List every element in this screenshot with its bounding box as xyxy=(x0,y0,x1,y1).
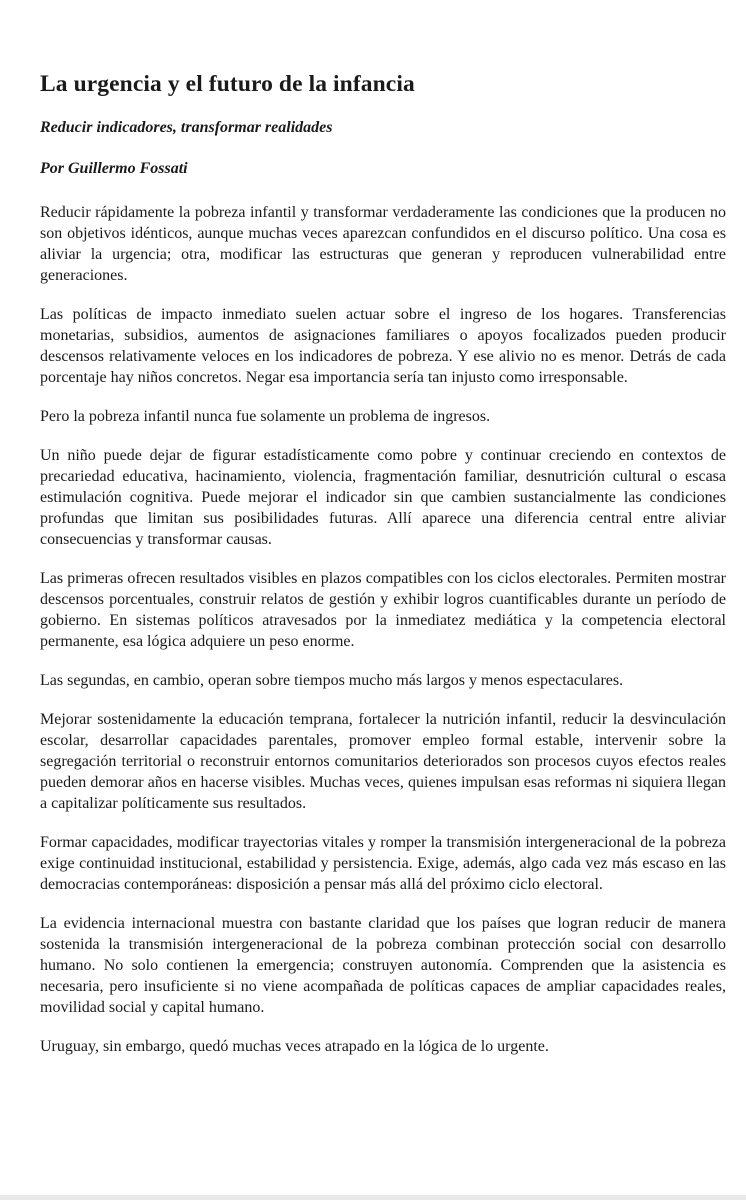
article-byline: Por Guillermo Fossati xyxy=(40,160,188,178)
paragraph-3: Pero la pobreza infantil nunca fue solamente un problema de ingresos. xyxy=(40,407,491,425)
paragraph-8: Formar capacidades, modificar trayectorias vitales y romper la transmisión intergeneracional de la pobreza exige continuidad institucional, estabilidad y persistencia. Exige, además, algo cada vez más escaso en las democracias contemporáneas: disposición a pensar más allá del próximo ciclo electoral. xyxy=(40,833,726,893)
article xyxy=(40,70,726,1075)
paragraph-6: Las segundas, en cambio, operan sobre tiempos mucho más largos y menos espectaculares. xyxy=(40,671,624,689)
paragraph-5: Las primeras ofrecen resultados visibles en plazos compatibles con los ciclos electorales. Permiten mostrar descensos porcentuales, construir relatos de gestión y exhibir logros cuantificables durante un período de gobierno. En sistemas políticos atravesados por la inmediatez mediática y la competencia electoral permanente, esa lógica adquiere un peso enorme. xyxy=(40,569,726,650)
paragraph-2: Las políticas de impacto inmediato suelen actuar sobre el ingreso de los hogares. Transferencias monetarias, subsidios, aumentos de asignaciones familiares o apoyos focalizados pueden producir descensos relativamente veloces en los indicadores de pobreza. Y ese alivio no es menor. Detrás de cada porcentaje hay niños concretos. Negar esa importancia sería tan injusto como irresponsable. xyxy=(40,305,726,386)
paragraph-4: Un niño puede dejar de figurar estadísticamente como pobre y continuar creciendo en contextos de precariedad educativa, hacinamiento, violencia, fragmentación familiar, desnutrición cultural o escasa estimulación cognitiva. Puede mejorar el indicador sin que cambien sustancialmente las condiciones profundas que limitan sus posibilidades futuras. Allí aparece una diferencia central entre aliviar consecuencias y transformar causas. xyxy=(40,446,726,548)
article-title: La urgencia y el futuro de la infancia xyxy=(40,71,415,97)
page-bottom-edge xyxy=(0,1195,746,1200)
article-body xyxy=(40,202,726,1057)
paragraph-9: La evidencia internacional muestra con bastante claridad que los países que logran reducir de manera sostenida la transmisión intergeneracional de la pobreza combinan protección social con desarrollo humano. No solo contienen la emergencia; construyen autonomía. Comprenden que la asistencia es necesaria, pero insuficiente si no viene acompañada de políticas capaces de ampliar capacidades reales, movilidad social y capital humano. xyxy=(40,914,726,1016)
paragraph-7: Mejorar sostenidamente la educación temprana, fortalecer la nutrición infantil, reducir la desvinculación escolar, desarrollar capacidades parentales, promover empleo formal estable, intervenir sobre la segregación territorial o reconstruir entornos comunitarios deteriorados son procesos cuyos efectos reales pueden demorar años en hacerse visibles. Muchas veces, quienes impulsan esas reformas ni siquiera llegan a capitalizar políticamente sus resultados. xyxy=(40,710,726,812)
article-subtitle: Reducir indicadores, transformar realidades xyxy=(40,119,333,137)
paragraph-1: Reducir rápidamente la pobreza infantil y transformar verdaderamente las condiciones que la producen no son objetivos idénticos, aunque muchas veces aparezcan confundidos en el discurso político. Una cosa es aliviar la urgencia; otra, modificar las estructuras que generan y reproducen vulnerabilidad entre generaciones. xyxy=(40,203,726,284)
paragraph-10: Uruguay, sin embargo, quedó muchas veces atrapado en la lógica de lo urgente. xyxy=(40,1037,549,1055)
